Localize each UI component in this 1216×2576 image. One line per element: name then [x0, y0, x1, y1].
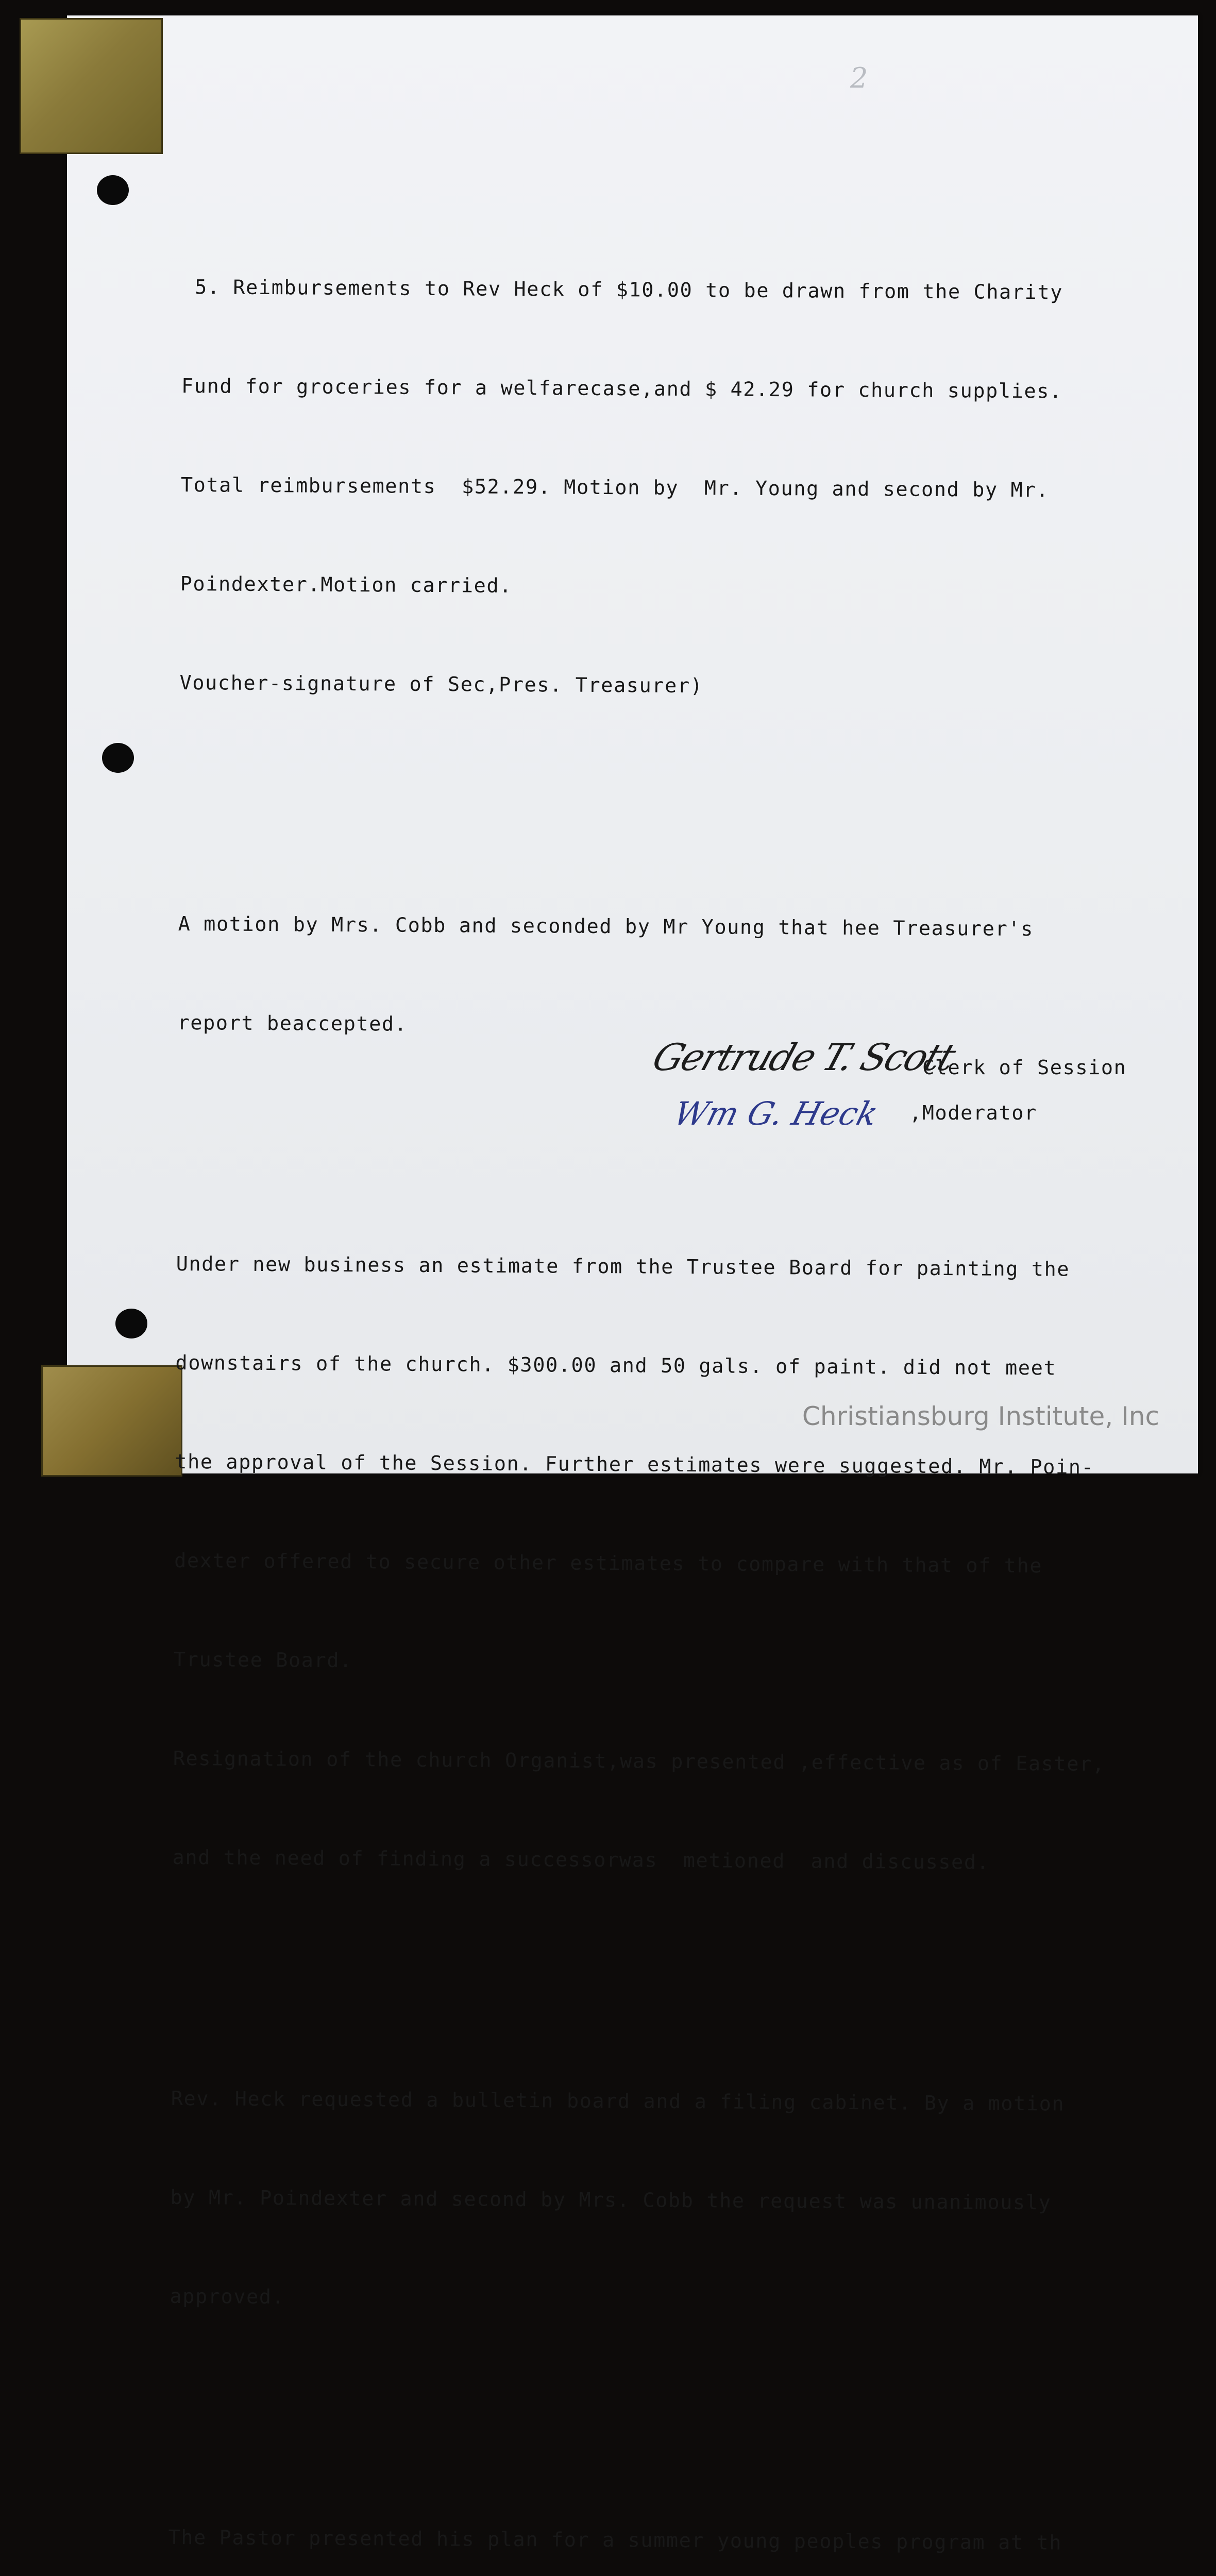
text-line: and the need of finding a successorwas metioned and discussed. — [172, 1845, 990, 1874]
clerk-signature: Gertrude T. Scott — [647, 1036, 960, 1079]
binder-clip-top — [20, 18, 163, 154]
paragraph-reimbursements — [179, 205, 1193, 772]
page-number-mark: 2 — [850, 62, 868, 94]
text-line: by Mr. Poindexter and second by Mrs. Cobb the request was unanimously — [170, 2185, 1052, 2215]
punch-hole-middle — [102, 743, 134, 773]
binder-clip-bottom — [41, 1365, 182, 1477]
archive-watermark: Christiansburg Institute, Inc — [802, 1401, 1159, 1431]
text-line: Rev. Heck requested a bulletin board and a filing cabinet. By a motion — [171, 2087, 1065, 2116]
text-line: 5. Reimbursements to Rev Heck of $10.00 to be drawn from the Charity — [182, 275, 1063, 304]
minutes-body — [161, 139, 1192, 2576]
moderator-title: ,Moderator — [909, 1101, 1037, 1125]
punch-hole-bottom — [115, 1309, 147, 1338]
signature-block — [647, 1036, 1170, 1139]
text-line: A motion by Mrs. Cobb and seconded by Mr Young that hee Treasurer's — [178, 912, 1034, 941]
text-line: Trustee Board. — [173, 1648, 353, 1673]
text-line: Voucher-signature of Sec,Pres. Treasurer) — [179, 671, 703, 698]
text-line: dexter offered to secure other estimates to compare with that of the — [174, 1549, 1043, 1578]
text-line: the approval of the Session. Further estimates were suggested. Mr. Poin- — [175, 1450, 1094, 1479]
text-line: Under new business an estimate from the Trustee Board for painting the — [176, 1252, 1070, 1281]
text-line: report beaccepted. — [177, 1011, 408, 1036]
punch-hole-top — [97, 175, 129, 205]
paragraph-new-business — [172, 1182, 1187, 1946]
moderator-signature: Wm G. Heck — [670, 1095, 882, 1132]
text-line: Resignation of the church Organist,was presented ,effective as of Easter, — [173, 1747, 1105, 1776]
text-line: Total reimbursements $52.29. Motion by Mr. Young and second by Mr. — [180, 473, 1049, 502]
paragraph-summer-program — [166, 2455, 1178, 2576]
text-line: The Pastor presented his plan for a summer young peoples program at th — [168, 2526, 1062, 2555]
text-line: downstairs of the church. $300.00 and 50 gals. of paint. did not meet — [175, 1351, 1057, 1380]
text-line: approved. — [170, 2284, 285, 2309]
paragraph-bulletin-board — [169, 2016, 1181, 2385]
clerk-title: Clerk of Session — [922, 1056, 1127, 1079]
text-line: Poindexter.Motion carried. — [180, 572, 513, 598]
text-line: Fund for groceries for a welfarecase,and $ 42.29 for church supplies. — [181, 374, 1062, 403]
